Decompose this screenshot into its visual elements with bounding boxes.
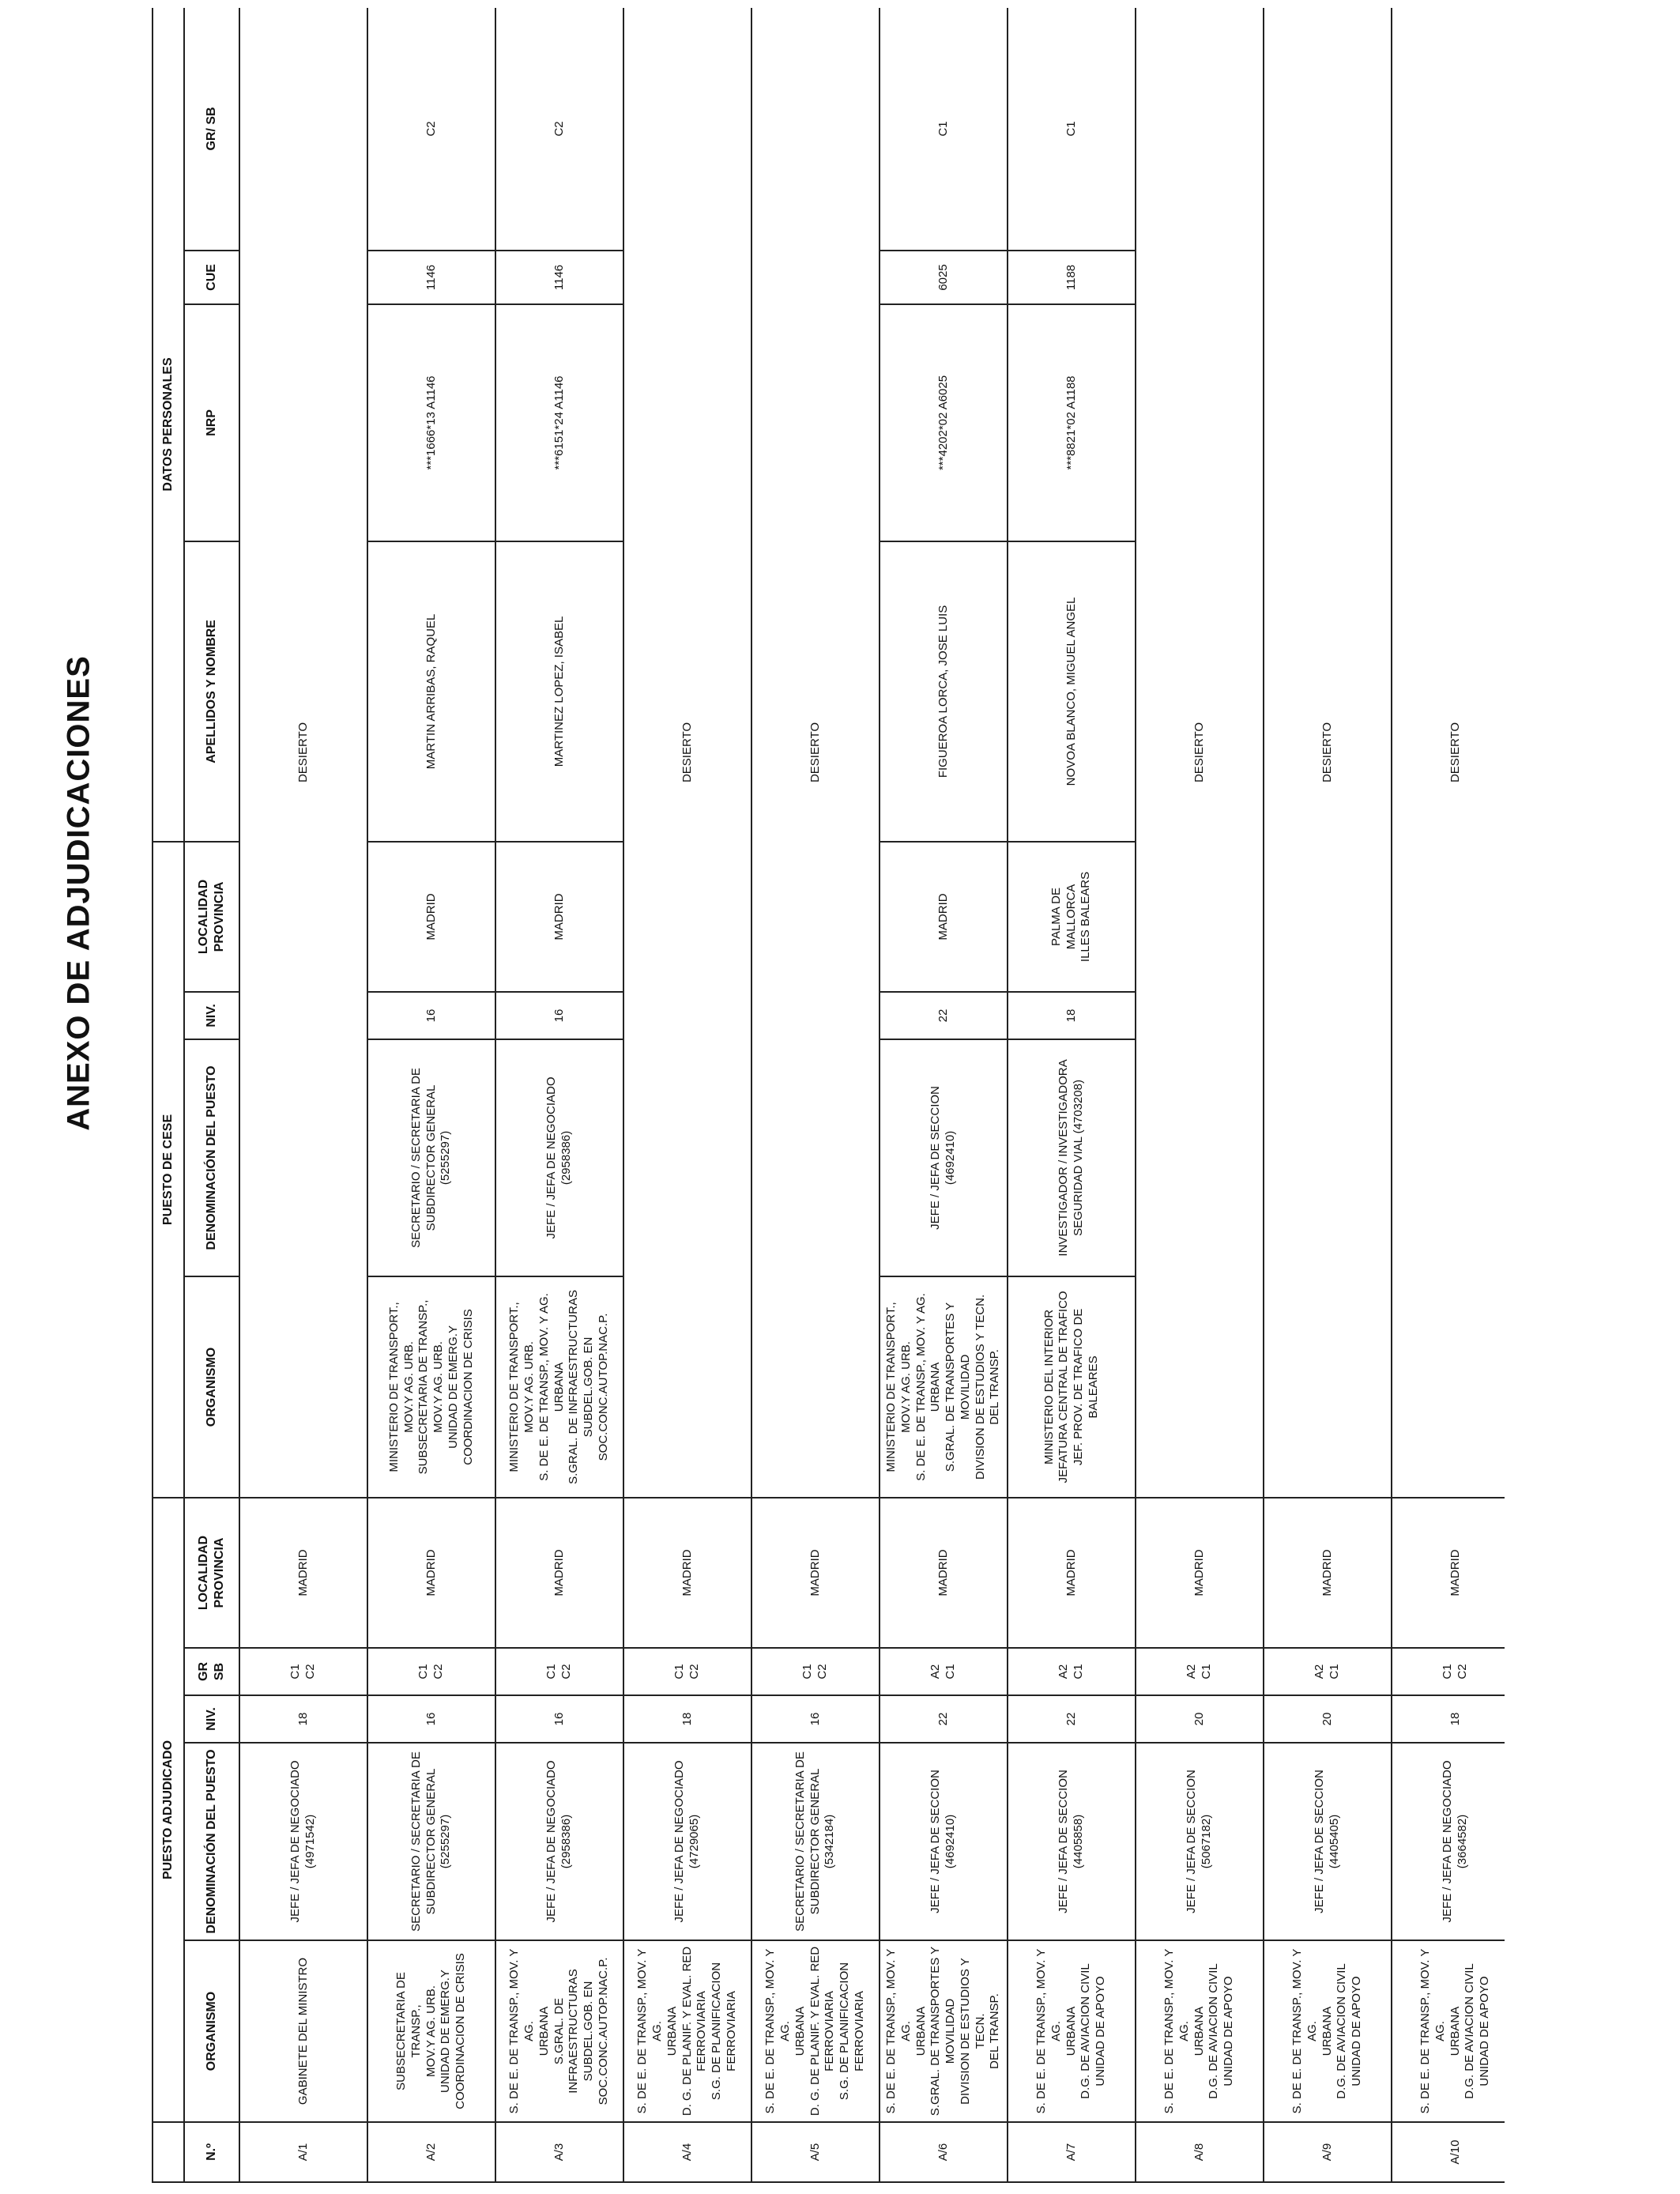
- cell-localidad: MADRID: [880, 1498, 1008, 1648]
- col-header-cese-denominacion: DENOMINACIÓN DEL PUESTO: [184, 1039, 239, 1276]
- cell-grsb: A2 C1: [880, 1648, 1008, 1695]
- cell-denominacion: JEFE / JEFA DE SECCION (5067182): [1136, 1743, 1264, 1940]
- cell-denominacion: JEFE / JEFA DE SECCION (4405405): [1264, 1743, 1392, 1940]
- cell-grsb: A2 C1: [1008, 1648, 1136, 1695]
- cell-apellidos: NOVOA BLANCO, MIGUEL ANGEL: [1008, 541, 1136, 842]
- cell-cese-niv: 16: [367, 992, 495, 1039]
- cell-nrp: ***4202*02 A6025: [880, 304, 1008, 541]
- table-wrapper: [152, 8, 1505, 2183]
- table-row: [1008, 8, 1136, 2182]
- cell-cue: 6025: [880, 251, 1008, 304]
- cell-no: A/1: [239, 2122, 367, 2182]
- cell-denominacion: JEFE / JEFA DE NEGOCIADO (4971542): [239, 1743, 367, 1940]
- cell-cese-localidad: PALMA DE MALLORCA ILLES BALEARS: [1008, 842, 1136, 992]
- col-header-organismo: ORGANISMO: [184, 1940, 239, 2122]
- cell-niv: 18: [1392, 1695, 1505, 1743]
- table-row: [751, 8, 880, 2182]
- cell-localidad: MADRID: [495, 1498, 623, 1648]
- cell-apellidos: MARTINEZ LOPEZ, ISABEL: [495, 541, 623, 842]
- cell-denominacion: JEFE / JEFA DE NEGOCIADO (4729065): [623, 1743, 751, 1940]
- cell-no: A/9: [1264, 2122, 1392, 2182]
- cell-no: A/8: [1136, 2122, 1264, 2182]
- cell-organismo: S. DE E. DE TRANSP., MOV. Y AG. URBANA S.GRAL. DE INFRAESTRUCTURAS SUBDEL.GOB. EN SOC.CONC.AUTOP.NAC.P.: [495, 1940, 623, 2122]
- cell-cese-organismo: MINISTERIO DE TRANSPORT., MOV.Y AG. URB. S. DE E. DE TRANSP., MOV. Y AG. URBANA S.GRAL. DE INFRAESTRUCTURAS SUBDEL.GOB. EN SOC.CONC.AUTOP.NAC.P.: [495, 1276, 623, 1498]
- col-header-no: N.º: [184, 2122, 239, 2182]
- cell-apellidos: MARTIN ARRIBAS, RAQUEL: [367, 541, 495, 842]
- table-header: [153, 8, 239, 2182]
- table-row: [1264, 8, 1392, 2182]
- cell-no: A/3: [495, 2122, 623, 2182]
- cell-cue: 1188: [1008, 251, 1136, 304]
- col-header-cese-localidad: LOCALIDAD PROVINCIA: [184, 842, 239, 992]
- cell-denominacion: SECRETARIO / SECRETARIA DE SUBDIRECTOR GENERAL (5255297): [367, 1743, 495, 1940]
- header-columns-row: [184, 8, 239, 2182]
- cell-localidad: MADRID: [239, 1498, 367, 1648]
- table-row: [495, 8, 623, 2182]
- cell-organismo: GABINETE DEL MINISTRO: [239, 1940, 367, 2122]
- cell-niv: 18: [623, 1695, 751, 1743]
- cell-grsb2: C2: [495, 8, 623, 251]
- table-row: [1392, 8, 1505, 2182]
- cell-organismo: S. DE E. DE TRANSP., MOV. Y AG. URBANA D.G. DE AVIACION CIVIL UNIDAD DE APOYO: [1264, 1940, 1392, 2122]
- table-row: [880, 8, 1008, 2182]
- cell-denominacion: SECRETARIO / SECRETARIA DE SUBDIRECTOR GENERAL (5342184): [751, 1743, 880, 1940]
- header-group-row: [153, 8, 184, 2182]
- cell-cese-localidad: MADRID: [880, 842, 1008, 992]
- cell-niv: 16: [495, 1695, 623, 1743]
- cell-cue: 1146: [495, 251, 623, 304]
- cell-grsb: C1 C2: [367, 1648, 495, 1695]
- cell-cese-localidad: MADRID: [367, 842, 495, 992]
- cell-niv: 20: [1264, 1695, 1392, 1743]
- cell-grsb: C1 C2: [623, 1648, 751, 1695]
- adjudications-table: [152, 8, 1505, 2183]
- cell-grsb2: C1: [1008, 8, 1136, 251]
- cell-niv: 18: [239, 1695, 367, 1743]
- cell-grsb: C1 C2: [751, 1648, 880, 1695]
- cell-cese-organismo: MINISTERIO DE TRANSPORT., MOV.Y AG. URB. S. DE E. DE TRANSP., MOV. Y AG. URBANA S.GRAL. DE TRANSPORTES Y MOVILIDAD DIVISION DE ESTUDIOS Y TECN. DEL TRANSP.: [880, 1276, 1008, 1498]
- cell-denominacion: JEFE / JEFA DE NEGOCIADO (3664582): [1392, 1743, 1505, 1940]
- cell-cese-denominacion: INVESTIGADOR / INVESTIGADORA SEGURIDAD VIAL (4703208): [1008, 1039, 1136, 1276]
- cell-grsb2: C2: [367, 8, 495, 251]
- col-header-cue: CUE: [184, 251, 239, 304]
- cell-niv: 22: [880, 1695, 1008, 1743]
- cell-grsb: A2 C1: [1264, 1648, 1392, 1695]
- cell-no: A/5: [751, 2122, 880, 2182]
- page-title: ANEXO DE ADJUDICACIONES: [61, 655, 96, 1131]
- cell-niv: 22: [1008, 1695, 1136, 1743]
- cell-desierto: DESIERTO: [1392, 8, 1505, 1498]
- col-header-nrp: NRP: [184, 304, 239, 541]
- cell-cese-niv: 22: [880, 992, 1008, 1039]
- col-header-grsb2: GR/ SB: [184, 8, 239, 251]
- col-header-cese-organismo: ORGANISMO: [184, 1276, 239, 1498]
- cell-organismo: S. DE E. DE TRANSP., MOV. Y AG. URBANA D. G. DE PLANIF. Y EVAL. RED FERROVIARIA S.G. DE PLANIFICACION FERROVIARIA: [623, 1940, 751, 2122]
- cell-cese-organismo: MINISTERIO DE TRANSPORT., MOV.Y AG. URB. SUBSECRETARIA DE TRANSP., MOV.Y AG. URB. UNIDAD DE EMERG.Y COORDINACION DE CRISIS: [367, 1276, 495, 1498]
- cell-grsb: A2 C1: [1136, 1648, 1264, 1695]
- cell-nrp: ***1666*13 A1146: [367, 304, 495, 541]
- cell-cese-denominacion: SECRETARIO / SECRETARIA DE SUBDIRECTOR GENERAL (5255297): [367, 1039, 495, 1276]
- cell-nrp: ***8821*02 A1188: [1008, 304, 1136, 541]
- group-datos-personales: DATOS PERSONALES: [153, 8, 184, 842]
- cell-grsb2: C1: [880, 8, 1008, 251]
- rotated-table-container: [152, 8, 1505, 2183]
- cell-denominacion: JEFE / JEFA DE SECCION (4692410): [880, 1743, 1008, 1940]
- cell-denominacion: JEFE / JEFA DE NEGOCIADO (2958386): [495, 1743, 623, 1940]
- cell-cese-localidad: MADRID: [495, 842, 623, 992]
- cell-denominacion: JEFE / JEFA DE SECCION (4405858): [1008, 1743, 1136, 1940]
- cell-cue: 1146: [367, 251, 495, 304]
- table-body: [239, 8, 1505, 2182]
- group-puesto-cese: PUESTO DE CESE: [153, 842, 184, 1498]
- cell-apellidos: FIGUEROA LORCA, JOSE LUIS: [880, 541, 1008, 842]
- cell-grsb: C1 C2: [1392, 1648, 1505, 1695]
- col-header-localidad: LOCALIDAD PROVINCIA: [184, 1498, 239, 1648]
- table-row: [239, 8, 367, 2182]
- cell-localidad: MADRID: [1136, 1498, 1264, 1648]
- cell-organismo: S. DE E. DE TRANSP., MOV. Y AG. URBANA D.G. DE AVIACION CIVIL UNIDAD DE APOYO: [1008, 1940, 1136, 2122]
- cell-cese-niv: 16: [495, 992, 623, 1039]
- table-row: [367, 8, 495, 2182]
- cell-niv: 16: [367, 1695, 495, 1743]
- col-header-denominacion: DENOMINACIÓN DEL PUESTO: [184, 1743, 239, 1940]
- cell-no: A/10: [1392, 2122, 1505, 2182]
- cell-cese-denominacion: JEFE / JEFA DE SECCION (4692410): [880, 1039, 1008, 1276]
- cell-organismo: S. DE E. DE TRANSP., MOV. Y AG. URBANA D.G. DE AVIACION CIVIL UNIDAD DE APOYO: [1136, 1940, 1264, 2122]
- table-row: [623, 8, 751, 2182]
- cell-desierto: DESIERTO: [623, 8, 751, 1498]
- cell-no: A/4: [623, 2122, 751, 2182]
- cell-localidad: MADRID: [623, 1498, 751, 1648]
- cell-cese-niv: 18: [1008, 992, 1136, 1039]
- cell-localidad: MADRID: [1392, 1498, 1505, 1648]
- col-header-apellidos: APELLIDOS Y NOMBRE: [184, 541, 239, 842]
- cell-localidad: MADRID: [367, 1498, 495, 1648]
- cell-no: A/7: [1008, 2122, 1136, 2182]
- cell-desierto: DESIERTO: [751, 8, 880, 1498]
- col-header-grsb: GR SB: [184, 1648, 239, 1695]
- cell-nrp: ***6151*24 A1146: [495, 304, 623, 541]
- header-spacer: [153, 2122, 184, 2182]
- cell-no: A/2: [367, 2122, 495, 2182]
- cell-localidad: MADRID: [1264, 1498, 1392, 1648]
- cell-cese-denominacion: JEFE / JEFA DE NEGOCIADO (2958386): [495, 1039, 623, 1276]
- table-row: [1136, 8, 1264, 2182]
- cell-desierto: DESIERTO: [239, 8, 367, 1498]
- cell-cese-organismo: MINISTERIO DEL INTERIOR JEFATURA CENTRAL DE TRAFICO JEF. PROV. DE TRAFICO DE BALEARES: [1008, 1276, 1136, 1498]
- cell-desierto: DESIERTO: [1136, 8, 1264, 1498]
- cell-grsb: C1 C2: [495, 1648, 623, 1695]
- cell-grsb: C1 C2: [239, 1648, 367, 1695]
- cell-organismo: SUBSECRETARIA DE TRANSP., MOV.Y AG. URB. UNIDAD DE EMERG.Y COORDINACION DE CRISIS: [367, 1940, 495, 2122]
- cell-localidad: MADRID: [751, 1498, 880, 1648]
- col-header-cese-niv: NIV.: [184, 992, 239, 1039]
- cell-niv: 16: [751, 1695, 880, 1743]
- cell-no: A/6: [880, 2122, 1008, 2182]
- cell-organismo: S. DE E. DE TRANSP., MOV. Y AG. URBANA S.GRAL. DE TRANSPORTES Y MOVILIDAD DIVISION DE ESTUDIOS Y TECN. DEL TRANSP.: [880, 1940, 1008, 2122]
- group-puesto-adjudicado: PUESTO ADJUDICADO: [153, 1498, 184, 2122]
- cell-localidad: MADRID: [1008, 1498, 1136, 1648]
- col-header-niv: NIV.: [184, 1695, 239, 1743]
- cell-niv: 20: [1136, 1695, 1264, 1743]
- cell-organismo: S. DE E. DE TRANSP., MOV. Y AG. URBANA D. G. DE PLANIF. Y EVAL. RED FERROVIARIA S.G. DE PLANIFICACION FERROVIARIA: [751, 1940, 880, 2122]
- cell-desierto: DESIERTO: [1264, 8, 1392, 1498]
- cell-organismo: S. DE E. DE TRANSP., MOV. Y AG. URBANA D.G. DE AVIACION CIVIL UNIDAD DE APOYO: [1392, 1940, 1505, 2122]
